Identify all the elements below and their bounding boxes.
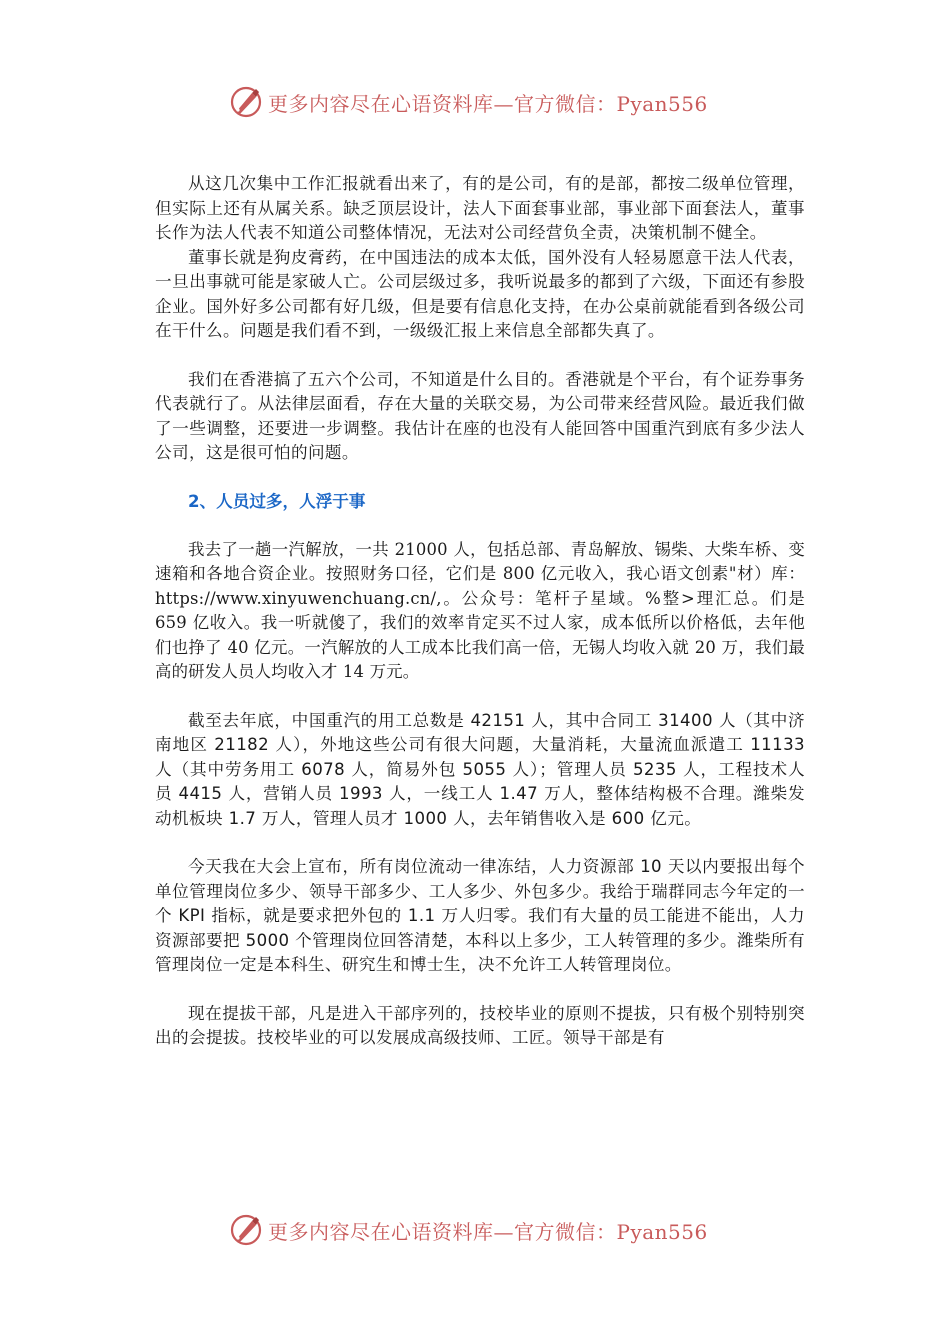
paragraph-2: 董事长就是狗皮膏药，在中国违法的成本太低，国外没有人轻易愿意干法人代表，一旦出事就可能是家破人亡。公司层级过多，我听说最多的都到了六级，下面还有参股企业。国外好多公司都有好几级，但是要有信息化支持，在办公桌前就能看到各级公司在干什么。问题是我们看不到，一级级汇报上来信息全部都失真了。 — [155, 247, 805, 340]
paragraph-6: 今天我在大会上宣布，所有岗位流动一律冻结，人力资源部 10 天以内要报出每个单位管理岗位多少、领导干部多少、工人多少、外包多少。我给于瑞群同志今年定的一个 KPI 指标，就是要求把外包的 1.1 万人归零。我们有大量的员工能进不能出，人力资源部要把 5000 个管理岗位回答清楚，本科以上多少，工人转管理的多少。潍柴所有管理岗位一定是本科生、研究生和博士生，决不允许工人转管理岗位。 — [155, 857, 805, 974]
header-banner — [228, 82, 708, 122]
paragraph-5: 截至去年底，中国重汽的用工总数是 42151 人，其中合同工 31400 人（其中济南地区 21182 人），外地这些公司有很大问题，大量消耗，大量流血派遣工 11133 人（其中劳务用工 6078 人，简易外包 5055 人）；管理人员 5235 人，工程技术人员 4415 人，营销人员 1993 人，一线工人 1.47 万人，整体结构极不合理。潍柴发动机板块 1.7 万人，管理人员才 1000 人，去年销售收入是 600 亿元。 — [155, 710, 805, 828]
pen-nib-logo-icon — [228, 84, 264, 120]
footer-banner — [228, 1210, 708, 1250]
paragraph-1: 从这几次集中工作汇报就看出来了，有的是公司，有的是部，都按二级单位管理，但实际上还有从属关系。缺乏顶层设计，法人下面套事业部，事业部下面套法人，董事长作为法人代表不知道公司整体情况，无法对公司经营负全责，决策机制不健全。 — [155, 174, 805, 242]
banner-text: 更多内容尽在心语资料库—官方微信：Pyan556 — [268, 91, 708, 116]
paragraph-7: 现在提拔干部，凡是进入干部序列的，技校毕业的原则不提拔，只有极个别特别突出的会提拔。技校毕业的可以发展成高级技师、工匠。领导干部是有 — [155, 1003, 805, 1047]
pen-nib-logo-icon — [228, 1212, 264, 1248]
section-heading: 2、人员过多，人浮于事 — [188, 491, 366, 511]
paragraph-4: 我去了一趟一汽解放，一共 21000 人，包括总部、青岛解放、锡柴、大柴车桥、变速箱和各地合资企业。按照财务口径，它们是 800 亿元收入，我心语文创素"材）库：https://www.xinyuwenchuang.cn/,。公众号：笔杆子星域。%整>理汇总。们是 659 亿收入。我一听就傻了，我们的效率肯定买不过人家，成本低所以价格低，去年他们也挣了 40 亿元。一汽解放的人工成本比我们高一倍，无锡人均收入就 20 万，我们最高的研发人员人均收入才 14 万元。 — [155, 539, 805, 681]
paragraph-3: 我们在香港搞了五六个公司，不知道是什么目的。香港就是个平台，有个证券事务代表就行了。从法律层面看，存在大量的关联交易，为公司带来经营风险。最近我们做了一些调整，还要进一步调整。我估计在座的也没有人能回答中国重汽到底有多少法人公司，这是很可怕的问题。 — [155, 369, 805, 462]
banner-text: 更多内容尽在心语资料库—官方微信：Pyan556 — [268, 1219, 708, 1244]
document-body — [155, 172, 805, 1051]
